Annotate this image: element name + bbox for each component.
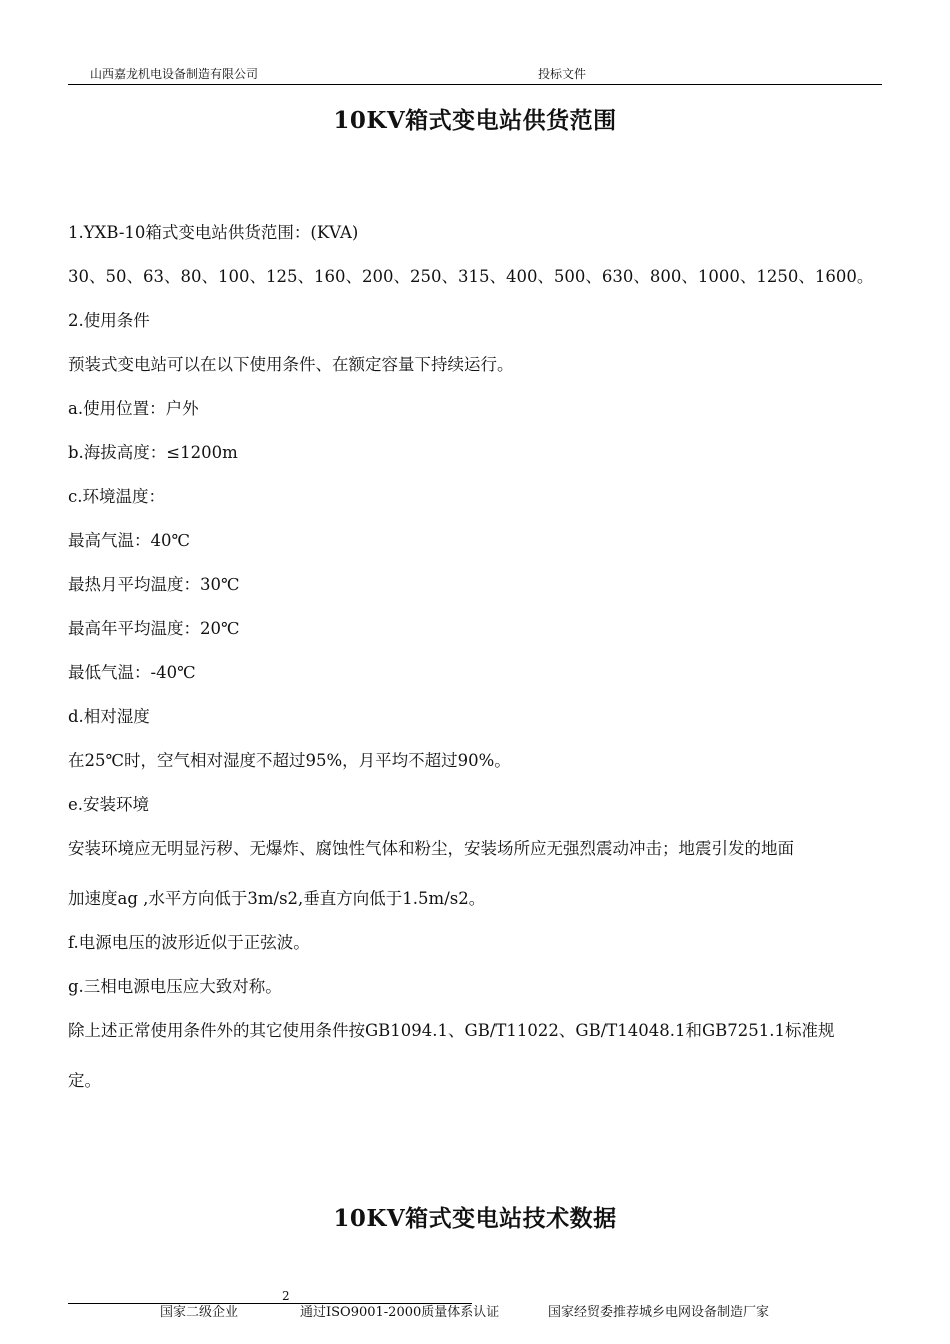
header-document-type: 投标文件 (538, 67, 587, 81)
paragraph-other-conditions-end: 定。 (68, 1071, 101, 1090)
paragraph-installation-heading: e.安装环境 (68, 795, 150, 814)
paragraph-max-temperature: 最高气温：40℃ (68, 531, 190, 550)
header-company-name: 山西嘉龙机电设备制造有限公司 (90, 67, 259, 81)
paragraph-altitude: b.海拔高度：≤1200m (68, 443, 238, 462)
paragraph-installation-acceleration: 加速度ag ,水平方向低于3m/s2,垂直方向低于1.5m/s2。 (68, 889, 486, 908)
footer-item-iso-certification: 通过ISO9001-2000质量体系认证 (300, 1305, 500, 1320)
paragraph-annual-average-temperature: 最高年平均温度：20℃ (68, 619, 240, 638)
paragraph-location: a.使用位置：户外 (68, 399, 199, 418)
paragraph-usage-intro: 预装式变电站可以在以下使用条件、在额定容量下持续运行。 (68, 355, 514, 374)
page-header (68, 64, 882, 85)
paragraph-other-conditions: 除上述正常使用条件外的其它使用条件按GB1094.1、GB/T11022、GB/T14048.1和GB7251.1标准规 (68, 1021, 835, 1040)
page-number: 2 (282, 1289, 290, 1303)
paragraph-usage-conditions-heading: 2.使用条件 (68, 311, 150, 330)
footer-item-enterprise-grade: 国家二级企业 (160, 1305, 239, 1320)
paragraph-ambient-temperature: c.环境温度： (68, 487, 165, 506)
paragraph-humidity-heading: d.相对湿度 (68, 707, 150, 726)
footer-item-recommended-manufacturer: 国家经贸委推荐城乡电网设备制造厂家 (548, 1305, 770, 1320)
paragraph-installation-environment: 安装环境应无明显污秽、无爆炸、腐蚀性气体和粉尘，安装场所应无强烈震动冲击；地震引发的地面 (68, 839, 794, 858)
section-title-supply-scope: 10KV箱式变电站供货范围 (333, 107, 617, 134)
paragraph-voltage-waveform: f.电源电压的波形近似于正弦波。 (68, 933, 310, 952)
paragraph-voltage-symmetry: g.三相电源电压应大致对称。 (68, 977, 282, 996)
section-title-technical-data: 10KV箱式变电站技术数据 (333, 1205, 617, 1232)
paragraph-hottest-month-temperature: 最热月平均温度：30℃ (68, 575, 240, 594)
paragraph-capacity-list: 30、50、63、80、100、125、160、200、250、315、400、500、630、800、1000、1250、1600。 (68, 267, 874, 286)
paragraph-humidity: 在25℃时，空气相对湿度不超过95%，月平均不超过90%。 (68, 751, 511, 770)
paragraph-min-temperature: 最低气温：-40℃ (68, 663, 196, 682)
paragraph-supply-scope-heading: 1.YXB-10箱式变电站供货范围：(KVA) (68, 223, 359, 242)
